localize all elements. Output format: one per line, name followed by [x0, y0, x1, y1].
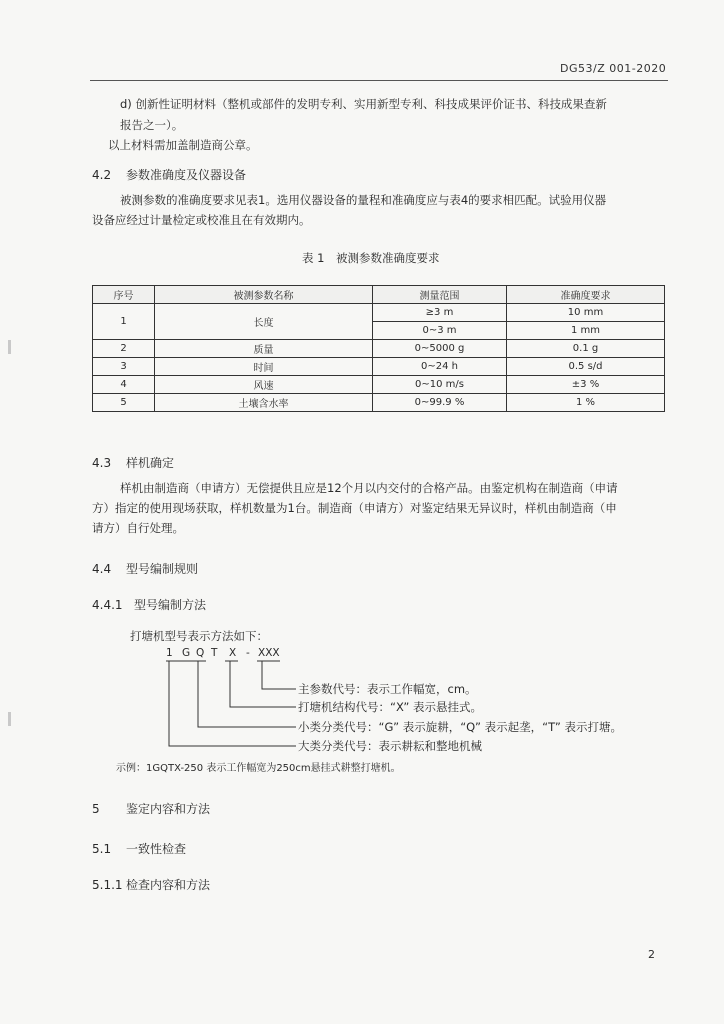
cell-accuracy: 1 %: [507, 394, 665, 412]
table-row: [93, 304, 665, 322]
cell-accuracy: 1 mm: [507, 322, 665, 340]
leader-structure: [230, 661, 296, 707]
section-4-3-heading: [92, 454, 174, 471]
cell-param-name: 质量: [155, 340, 373, 358]
section-number: 5.1: [92, 842, 112, 856]
section-4-2-para-line-1: 被测参数的准确度要求见表1。选用仪器设备的量程和准确度应与表4的要求相匹配。试验用仪器: [120, 193, 607, 207]
cell-range: 0~10 m/s: [373, 376, 507, 394]
code-char-g: G: [182, 647, 191, 659]
table-row: [93, 376, 665, 394]
section-4-3-para-line-2: 方）指定的使用现场获取，样机数量为1台。制造商（申请方）对鉴定结果无异议时，样机由制造商（申: [92, 501, 617, 515]
section-number: 4.4: [92, 562, 112, 576]
section-4-4-heading: [92, 560, 198, 577]
header-rule: [90, 80, 668, 81]
leader-main-param: [262, 661, 296, 689]
section-5-heading: [92, 800, 210, 817]
code-char-x: X: [229, 647, 237, 659]
section-4-3-para-line-1: 样机由制造商（申请方）无偿提供且应是12个月以内交付的合格产品。由鉴定机构在制造商（申请: [120, 481, 618, 495]
section-title: 样机确定: [126, 456, 175, 470]
code-char-q: Q: [196, 647, 205, 659]
section-number: 4.3: [92, 456, 112, 470]
section-4-3-para-line-3: 请方）自行处理。: [92, 521, 184, 535]
section-5-1-1-heading: [92, 876, 210, 893]
section-title: 型号编制规则: [126, 562, 199, 576]
table-header-row: [93, 286, 665, 304]
code-char-1: 1: [166, 647, 173, 659]
section-title: 型号编制方法: [134, 598, 207, 612]
item-d-line-2: 报告之一）。: [120, 118, 184, 132]
section-title: 鉴定内容和方法: [126, 802, 211, 816]
cell-seq: 1: [93, 304, 155, 340]
header-seq: 序号: [93, 286, 155, 304]
cell-range: 0~99.9 %: [373, 394, 507, 412]
section-4-2-para-line-2: 设备应经过计量检定或校准且在有效期内。: [92, 213, 311, 227]
cell-range: 0~24 h: [373, 358, 507, 376]
cell-seq: 4: [93, 376, 155, 394]
label-main-param: 主参数代号：表示工作幅宽，cm。: [298, 682, 477, 696]
model-example: 示例：1GQTX-250 表示工作幅宽为250cm悬挂式耕整打塘机。: [116, 763, 401, 774]
code-char-t: T: [211, 647, 218, 659]
label-structure: 打塘机结构代号：“X” 表示悬挂式。: [298, 700, 482, 714]
leader-subcategory: [198, 661, 296, 727]
document-code: DG53/Z 001-2020: [560, 62, 667, 75]
scan-mark: [8, 712, 11, 726]
table-row: [93, 358, 665, 376]
accuracy-table: [92, 285, 665, 412]
table-row: [93, 394, 665, 412]
cell-seq: 5: [93, 394, 155, 412]
cell-accuracy: 10 mm: [507, 304, 665, 322]
section-title: 参数准确度及仪器设备: [126, 168, 247, 182]
seal-note: 以上材料需加盖制造商公章。: [108, 138, 258, 152]
label-category: 大类分类代号：表示耕耘和整地机械: [298, 739, 482, 753]
cell-param-name: 风速: [155, 376, 373, 394]
code-dash: -: [246, 647, 250, 659]
page-number: 2: [648, 948, 655, 961]
model-code-lead: 打塘机型号表示方法如下：: [130, 629, 268, 643]
cell-seq: 3: [93, 358, 155, 376]
cell-param-name: 土壤含水率: [155, 394, 373, 412]
header-param-name: 被测参数名称: [155, 286, 373, 304]
cell-param-name: 长度: [155, 304, 373, 340]
section-number: 4.4.1: [92, 598, 123, 612]
leader-category: [169, 661, 296, 746]
header-range: 测量范围: [373, 286, 507, 304]
code-char-xxx: XXX: [258, 647, 280, 659]
section-5-1-heading: [92, 840, 186, 857]
header-accuracy: 准确度要求: [507, 286, 665, 304]
section-title: 一致性检查: [126, 842, 187, 856]
cell-param-name: 时间: [155, 358, 373, 376]
cell-accuracy: 0.5 s/d: [507, 358, 665, 376]
section-title: 检查内容和方法: [126, 878, 211, 892]
section-number: 5.1.1: [92, 878, 123, 892]
cell-accuracy: ±3 %: [507, 376, 665, 394]
section-number: 5: [92, 802, 100, 816]
cell-range: 0~5000 g: [373, 340, 507, 358]
item-d-line-1: d) 创新性证明材料（整机或部件的发明专利、实用新型专利、科技成果评价证书、科技成果查新: [120, 97, 607, 111]
table-row: [93, 340, 665, 358]
section-4-4-1-heading: [92, 596, 206, 613]
scan-mark: [8, 340, 11, 354]
table-caption: 表 1 被测参数准确度要求: [302, 251, 440, 265]
section-4-2-heading: [92, 166, 246, 183]
cell-accuracy: 0.1 g: [507, 340, 665, 358]
cell-seq: 2: [93, 340, 155, 358]
section-number: 4.2: [92, 168, 112, 182]
cell-range: 0~3 m: [373, 322, 507, 340]
cell-range: ≥3 m: [373, 304, 507, 322]
label-subcategory: 小类分类代号：“G” 表示旋耕，“Q” 表示起垄，“T” 表示打塘。: [298, 720, 622, 734]
